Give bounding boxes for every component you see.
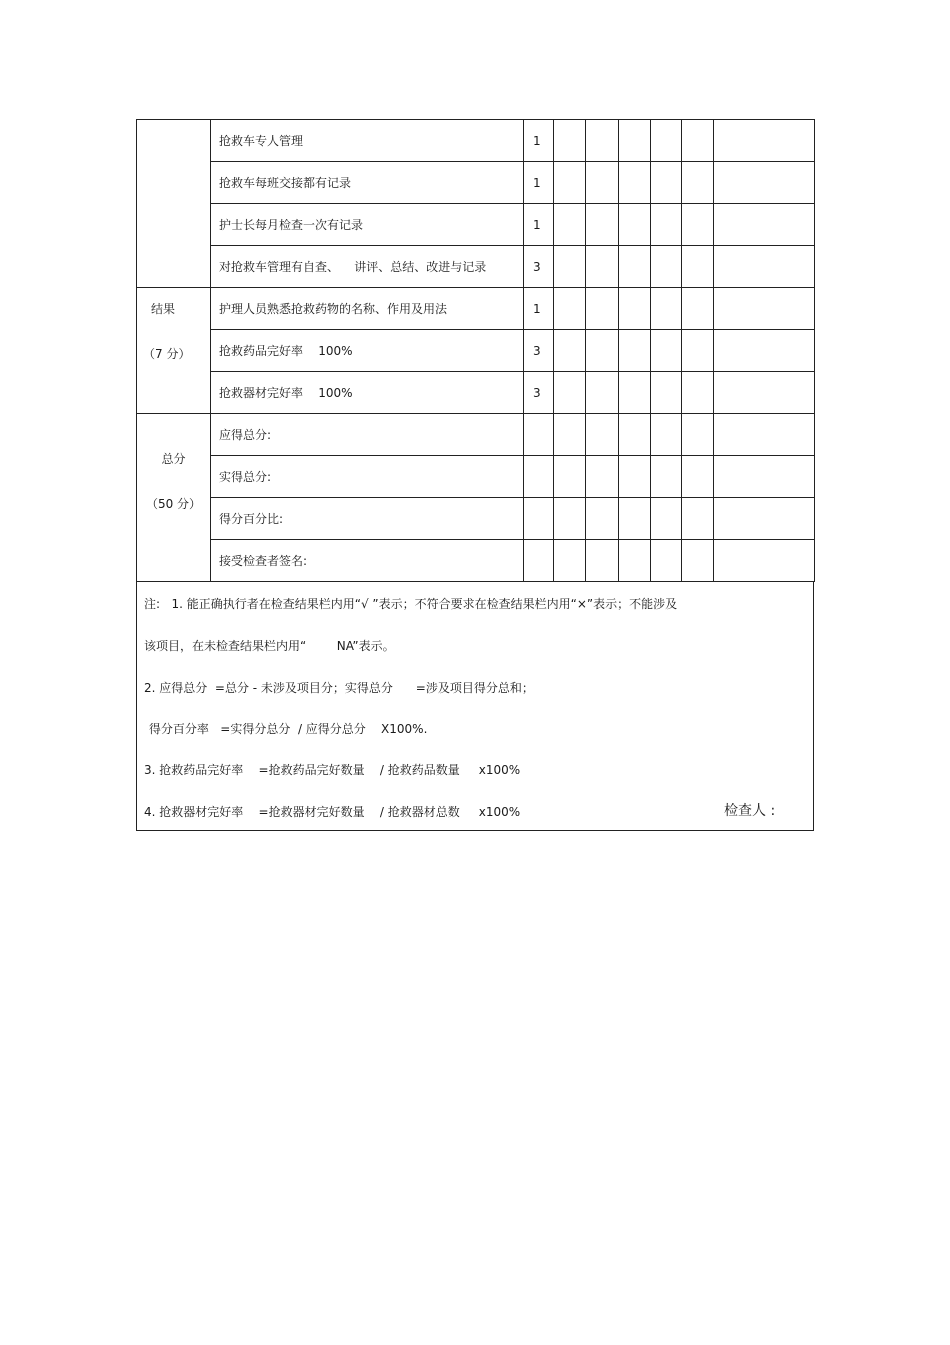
remark-cell[interactable] [714,246,815,288]
check-cell[interactable] [651,246,682,288]
check-cell[interactable] [619,372,651,414]
note-line-6: 4. 抢救器材完好率 =抢救器材完好数量 / 抢救器材总数 x100% [144,805,521,819]
note-line-1: 注: 1. 能正确执行者在检查结果栏内用“√ ”表示；不符合要求在检查结果栏内用“×”表示；不能涉及 [144,597,678,611]
check-cell[interactable] [554,288,586,330]
check-cell[interactable] [651,120,682,162]
check-cell[interactable] [651,162,682,204]
remark-cell[interactable] [714,330,815,372]
check-cell[interactable] [651,540,682,582]
remark-cell[interactable] [714,288,815,330]
table-row [137,498,815,540]
check-cell[interactable] [619,498,651,540]
table-row [137,246,815,288]
inspection-form [136,119,814,831]
check-cell[interactable] [586,540,619,582]
check-cell[interactable] [682,330,714,372]
item-label: 得分百分比: [211,498,524,540]
check-cell[interactable] [619,540,651,582]
item-label: 抢救车每班交接都有记录 [211,162,524,204]
category-result-block [137,300,210,362]
check-cell[interactable] [682,414,714,456]
check-cell[interactable] [682,162,714,204]
check-cell[interactable] [586,288,619,330]
checklist-table [136,119,815,582]
inspector-label: 检查人 : [724,803,776,819]
check-cell[interactable] [554,414,586,456]
check-cell[interactable] [554,120,586,162]
check-cell[interactable] [586,498,619,540]
check-cell[interactable] [554,162,586,204]
score-value: 1 [524,162,554,204]
check-cell[interactable] [682,288,714,330]
remark-cell[interactable] [714,498,815,540]
check-cell[interactable] [619,330,651,372]
note-line-4: 得分百分率 =实得分总分 / 应得分总分 X100%. [145,722,428,736]
check-cell[interactable] [619,120,651,162]
category-result-points: （7 分） [143,347,191,361]
table-row [137,372,815,414]
item-label: 实得总分: [211,456,524,498]
category-total-points: （50 分） [145,497,202,511]
check-cell[interactable] [586,330,619,372]
check-cell[interactable] [586,414,619,456]
table-row [137,414,815,456]
table-row [137,288,815,330]
item-label: 接受检查者签名: [211,540,524,582]
score-value: 1 [524,204,554,246]
check-cell[interactable] [651,330,682,372]
note-line-3: 2. 应得总分 =总分 - 未涉及项目分；实得总分 =涉及项目得分总和； [144,681,534,695]
category-result-name: 结果 [151,302,176,316]
check-cell[interactable] [586,120,619,162]
check-cell[interactable] [682,372,714,414]
note-line-5: 3. 抢救药品完好率 =抢救药品完好数量 / 抢救药品数量 x100% [144,763,521,777]
table-row [137,456,815,498]
check-cell[interactable] [651,372,682,414]
check-cell[interactable] [651,288,682,330]
category-cell-blank [137,120,211,288]
score-value: 3 [524,330,554,372]
check-cell[interactable] [554,246,586,288]
check-cell[interactable] [651,204,682,246]
check-cell[interactable] [619,204,651,246]
item-label: 抢救药品完好率 100% [211,330,524,372]
item-label: 护理人员熟悉抢救药物的名称、作用及用法 [211,288,524,330]
remark-cell[interactable] [714,120,815,162]
table-row [137,330,815,372]
item-label: 护士长每月检查一次有记录 [211,204,524,246]
check-cell[interactable] [682,540,714,582]
remark-cell[interactable] [714,456,815,498]
note-line-2: 该项目，在未检查结果栏内用“ NA”表示。 [144,639,395,653]
remark-cell[interactable] [714,414,815,456]
check-cell[interactable] [554,372,586,414]
category-cell-result [137,288,211,414]
check-cell[interactable] [651,414,682,456]
remark-cell[interactable] [714,372,815,414]
check-cell[interactable] [619,246,651,288]
table-row [137,162,815,204]
score-value[interactable] [524,498,554,540]
item-label: 抢救车专人管理 [211,120,524,162]
check-cell[interactable] [586,456,619,498]
score-value: 1 [524,288,554,330]
check-cell[interactable] [586,246,619,288]
category-cell-total [137,414,211,582]
remark-cell[interactable] [714,162,815,204]
check-cell[interactable] [554,540,586,582]
check-cell[interactable] [682,498,714,540]
check-cell[interactable] [554,330,586,372]
score-value: 3 [524,246,554,288]
check-cell[interactable] [651,456,682,498]
remark-cell[interactable] [714,204,815,246]
remark-cell[interactable] [714,540,815,582]
check-cell[interactable] [682,120,714,162]
check-cell[interactable] [619,414,651,456]
score-value: 3 [524,372,554,414]
check-cell[interactable] [619,162,651,204]
item-label: 对抢救车管理有自查、 讲评、总结、改进与记录 [211,246,524,288]
check-cell[interactable] [682,246,714,288]
table-row [137,540,815,582]
check-cell[interactable] [586,372,619,414]
check-cell[interactable] [651,498,682,540]
check-cell[interactable] [619,456,651,498]
score-value[interactable] [524,414,554,456]
check-cell[interactable] [619,288,651,330]
check-cell[interactable] [682,456,714,498]
score-value[interactable] [524,456,554,498]
category-total-name: 总分 [161,452,186,466]
check-cell[interactable] [586,204,619,246]
item-label: 应得总分: [211,414,524,456]
table-row [137,120,815,162]
check-cell[interactable] [682,204,714,246]
item-label: 抢救器材完好率 100% [211,372,524,414]
score-value: 1 [524,120,554,162]
check-cell[interactable] [586,162,619,204]
check-cell[interactable] [554,498,586,540]
category-total-block [137,450,210,512]
score-value[interactable] [524,540,554,582]
check-cell[interactable] [554,456,586,498]
check-cell[interactable] [554,204,586,246]
table-row [137,204,815,246]
notes-section [136,582,814,831]
